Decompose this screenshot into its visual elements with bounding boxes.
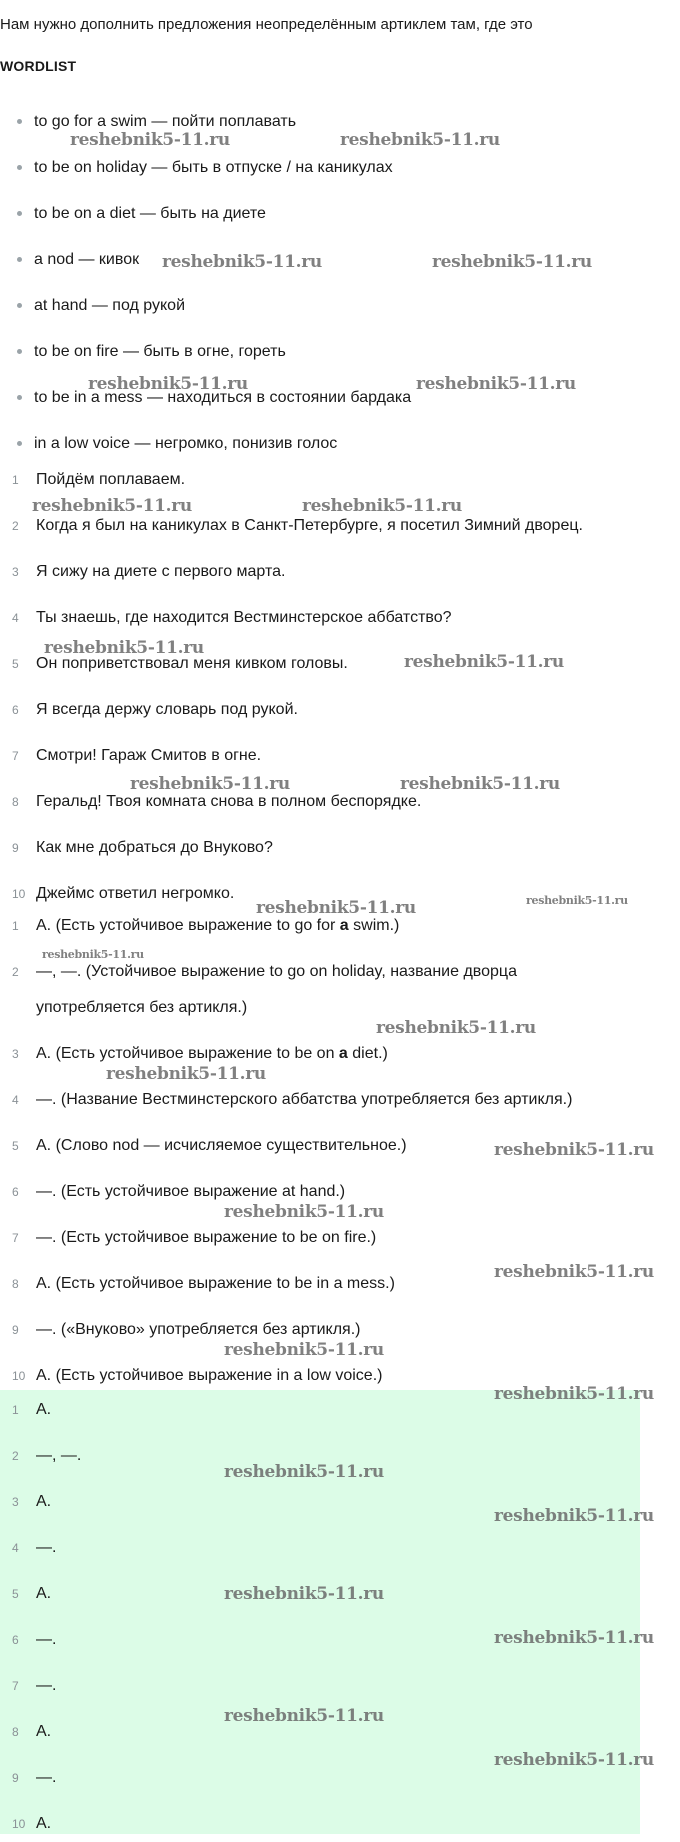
wordlist-item: to be on a diet — быть на диете (18, 202, 266, 226)
watermark: reshebnik5-11.ru (400, 774, 560, 794)
wordlist-item: to go for a swim — пойти поплавать (18, 110, 296, 134)
watermark: reshebnik5-11.ru (70, 130, 230, 150)
watermark: reshebnik5-11.ru (224, 1584, 384, 1604)
watermark: reshebnik5-11.ru (106, 1064, 266, 1084)
watermark: reshebnik5-11.ru (162, 252, 322, 272)
watermark: reshebnik5-11.ru (494, 1384, 654, 1404)
watermark: reshebnik5-11.ru (42, 948, 144, 961)
watermark: reshebnik5-11.ru (526, 894, 628, 907)
watermark: reshebnik5-11.ru (130, 774, 290, 794)
watermark: reshebnik5-11.ru (224, 1340, 384, 1360)
watermark: reshebnik5-11.ru (494, 1140, 654, 1160)
wordlist-item: in a low voice — негромко, понизив голос (18, 432, 337, 456)
bullet-icon (17, 165, 22, 170)
watermark: reshebnik5-11.ru (494, 1628, 654, 1648)
watermark: reshebnik5-11.ru (224, 1706, 384, 1726)
watermark: reshebnik5-11.ru (494, 1506, 654, 1526)
wordlist-item: a nod — кивок (18, 248, 139, 272)
watermark: reshebnik5-11.ru (224, 1202, 384, 1222)
intro-text: Нам нужно дополнить предложения неопределённым артиклем там, где это (0, 16, 533, 33)
watermark: reshebnik5-11.ru (404, 652, 564, 672)
watermark: reshebnik5-11.ru (432, 252, 592, 272)
wordlist-item: to be on holiday — быть в отпуске / на каникулах (18, 156, 393, 180)
watermark: reshebnik5-11.ru (416, 374, 576, 394)
watermark: reshebnik5-11.ru (302, 496, 462, 516)
watermark: reshebnik5-11.ru (494, 1262, 654, 1282)
bullet-icon (17, 211, 22, 216)
bullet-icon (17, 349, 22, 354)
watermark: reshebnik5-11.ru (88, 374, 248, 394)
wordlist-item: at hand — под рукой (18, 294, 185, 318)
bullet-icon (17, 441, 22, 446)
watermark: reshebnik5-11.ru (340, 130, 500, 150)
bullet-icon (17, 257, 22, 262)
bullet-icon (17, 119, 22, 124)
wordlist-item: to be on fire — быть в огне, гореть (18, 340, 286, 364)
watermark: reshebnik5-11.ru (376, 1018, 536, 1038)
bullet-icon (17, 303, 22, 308)
watermark: reshebnik5-11.ru (256, 898, 416, 918)
bullet-icon (17, 395, 22, 400)
watermark: reshebnik5-11.ru (44, 638, 204, 658)
wordlist-title: WORDLIST (0, 58, 77, 74)
watermark: reshebnik5-11.ru (32, 496, 192, 516)
watermark: reshebnik5-11.ru (494, 1750, 654, 1770)
watermark: reshebnik5-11.ru (224, 1462, 384, 1482)
wordlist-item: to be in a mess — находиться в состоянии бардака (18, 386, 411, 410)
